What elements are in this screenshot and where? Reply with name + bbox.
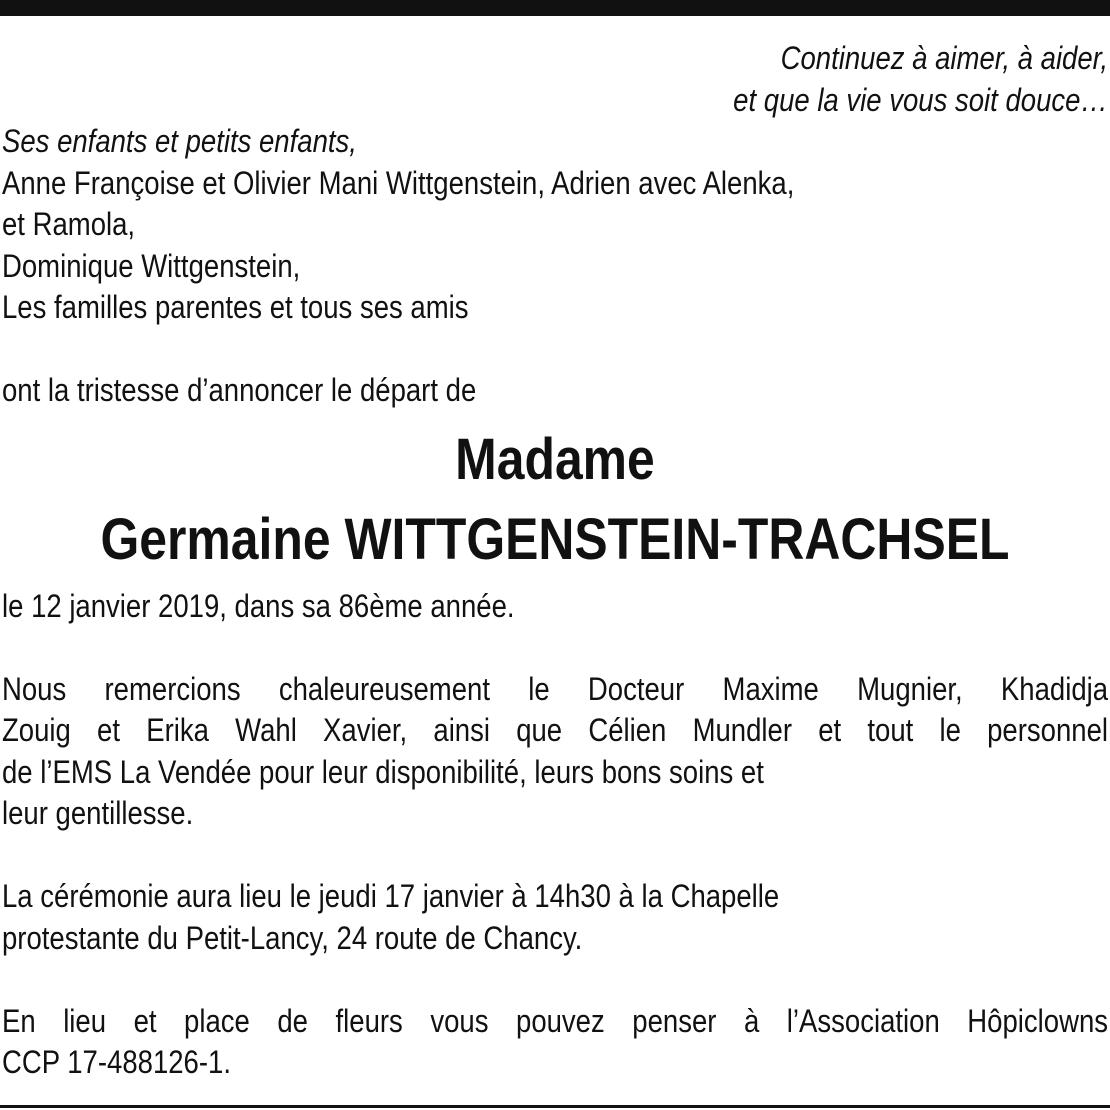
thanks-line-4: leur gentillesse. xyxy=(2,795,194,831)
top-rule xyxy=(0,0,1110,16)
family-intro: Ses enfants et petits enfants, xyxy=(2,123,357,159)
thanks-line-3: de l’EMS La Vendée pour leur disponibilité, leurs bons soins et xyxy=(2,753,764,790)
thanks-line-1 xyxy=(2,669,1108,711)
deceased-name: Germaine WITTGENSTEIN-TRACHSEL xyxy=(100,506,1010,572)
donation-line-1 xyxy=(2,1001,1108,1043)
date-line: le 12 janvier 2019, dans sa 86ème année. xyxy=(2,587,515,624)
donation-line-2: CCP 17-488126-1. xyxy=(2,1044,231,1080)
donation-line-1-text: En lieu et place de fleurs vous pouvez penser à l’Association Hôpiclowns xyxy=(2,1002,1109,1039)
family-line-2: et Ramola, xyxy=(2,206,136,242)
thanks-line-2 xyxy=(2,710,1108,752)
obituary-notice xyxy=(2,38,1108,1084)
ceremony-line-2: protestante du Petit-Lancy, 24 route de Chancy. xyxy=(2,919,583,956)
family-line-1: Anne Françoise et Olivier Mani Wittgenstein, Adrien avec Alenka, xyxy=(2,164,795,201)
spacer xyxy=(2,959,1108,1001)
deceased-name-block xyxy=(2,420,1108,580)
family-line-4: Les familles parentes et tous ses amis xyxy=(2,289,469,325)
ceremony-line-1: La cérémonie aura lieu le jeudi 17 janvier à 14h30 à la Chapelle xyxy=(2,878,780,914)
thanks-line-2-text: Zouig et Erika Wahl Xavier, ainsi que Célien Mundler et tout le personnel xyxy=(2,712,1109,748)
family-line-3: Dominique Wittgenstein, xyxy=(2,247,301,284)
deceased-title: Madame xyxy=(455,426,655,492)
motto-line-1: Continuez à aimer, à aider, xyxy=(780,40,1108,76)
spacer xyxy=(2,835,1108,877)
thanks-line-1-text: Nous remercions chaleureusement le Docteur Maxime Mugnier, Khadidja xyxy=(2,670,1109,707)
spacer xyxy=(2,627,1108,669)
motto-line-2: et que la vie vous soit douce… xyxy=(733,81,1108,118)
bottom-rule xyxy=(0,1105,1110,1108)
spacer xyxy=(2,329,1108,371)
announcement: ont la tristesse d’annoncer le départ de xyxy=(2,372,477,408)
